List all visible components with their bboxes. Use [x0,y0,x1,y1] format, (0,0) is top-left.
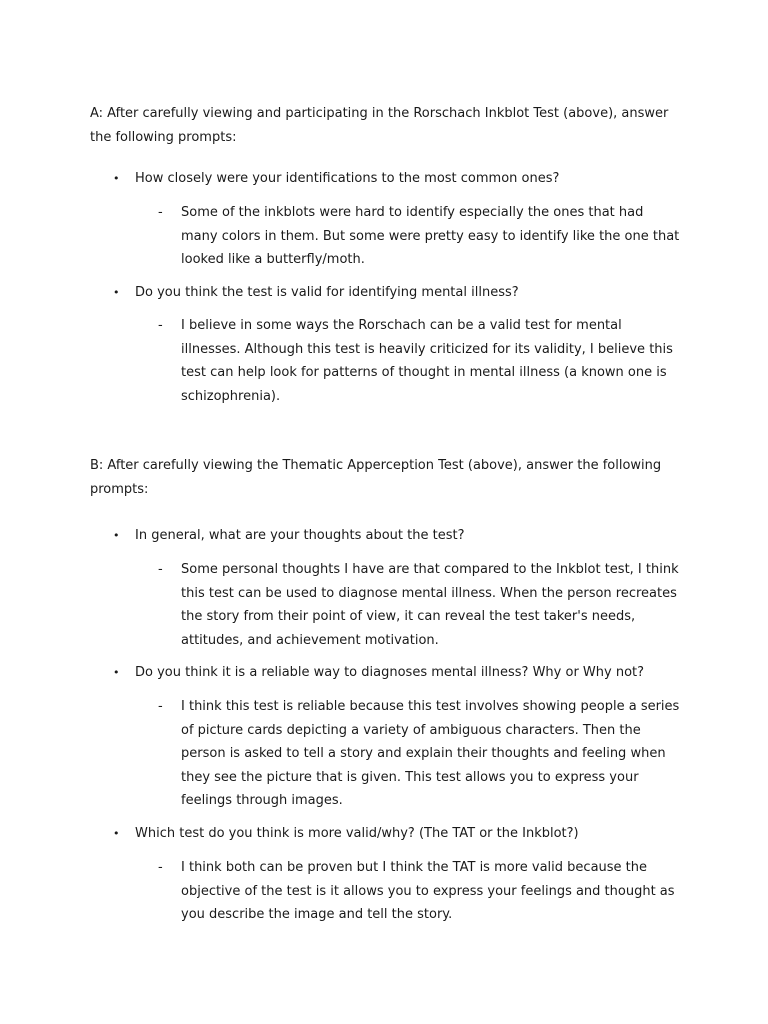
dash-marker: - [158,562,163,577]
dash-marker: - [158,205,163,220]
section-a-intro: A: After carefully viewing and participating in the Rorschach Inkblot Test (above), answer the following prompts: [90,106,669,145]
dash-marker: - [158,699,163,714]
section-b-question-3 [113,822,693,846]
section-b-answer-2 [158,695,688,815]
answer-text: I believe in some ways the Rorschach can be a valid test for mental illnesses. Although this test is heavily criticized for its validity, I believe this test can help look for patterns of thought in mental illness (a known one is schizophrenia). [181,318,673,404]
answer-text: Some of the inkblots were hard to identify especially the ones that had many colors in them. But some were pretty easy to identify like the one that looked like a butterfly/moth. [181,205,680,268]
section-a-question-2 [113,281,693,305]
bullet-icon: • [113,827,120,840]
bullet-icon: • [113,666,120,679]
bullet-icon: • [113,529,120,542]
question-text: Do you think the test is valid for identifying mental illness? [135,285,519,300]
section-b-answer-3 [158,856,688,928]
section-b-intro: B: After carefully viewing the Thematic Apperception Test (above), answer the following prompts: [90,458,662,497]
answer-text: Some personal thoughts I have are that compared to the Inkblot test, I think this test can be used to diagnose mental illness. When the person recreates the story from their point of view, it can reveal the test taker's needs, attitudes, and achievement motivation. [181,562,679,648]
dash-marker: - [158,860,163,875]
bullet-icon: • [113,286,120,299]
question-text: How closely were your identifications to the most common ones? [135,171,560,186]
section-a-answer-2 [158,314,688,410]
section-b-question-1 [113,524,693,548]
answer-text: I think both can be proven but I think the TAT is more valid because the objective of the test is it allows you to express your feelings and thought as you describe the image and tell the story. [181,860,675,923]
bullet-icon: • [113,172,120,185]
section-b-answer-1 [158,558,688,654]
question-text: Do you think it is a reliable way to diagnoses mental illness? Why or Why not? [135,665,645,680]
section-a-answer-1 [158,201,688,273]
section-b-question-2 [113,661,693,685]
section-a-question-1 [113,167,693,191]
dash-marker: - [158,318,163,333]
question-text: Which test do you think is more valid/why? (The TAT or the Inkblot?) [135,826,579,841]
question-text: In general, what are your thoughts about the test? [135,528,465,543]
answer-text: I think this test is reliable because this test involves showing people a series of picture cards depicting a variety of ambiguous characters. Then the person is asked to tell a story and explain their thoughts and feeling when they see the picture that is given. This test allows you to express your feelings through images. [181,699,680,809]
